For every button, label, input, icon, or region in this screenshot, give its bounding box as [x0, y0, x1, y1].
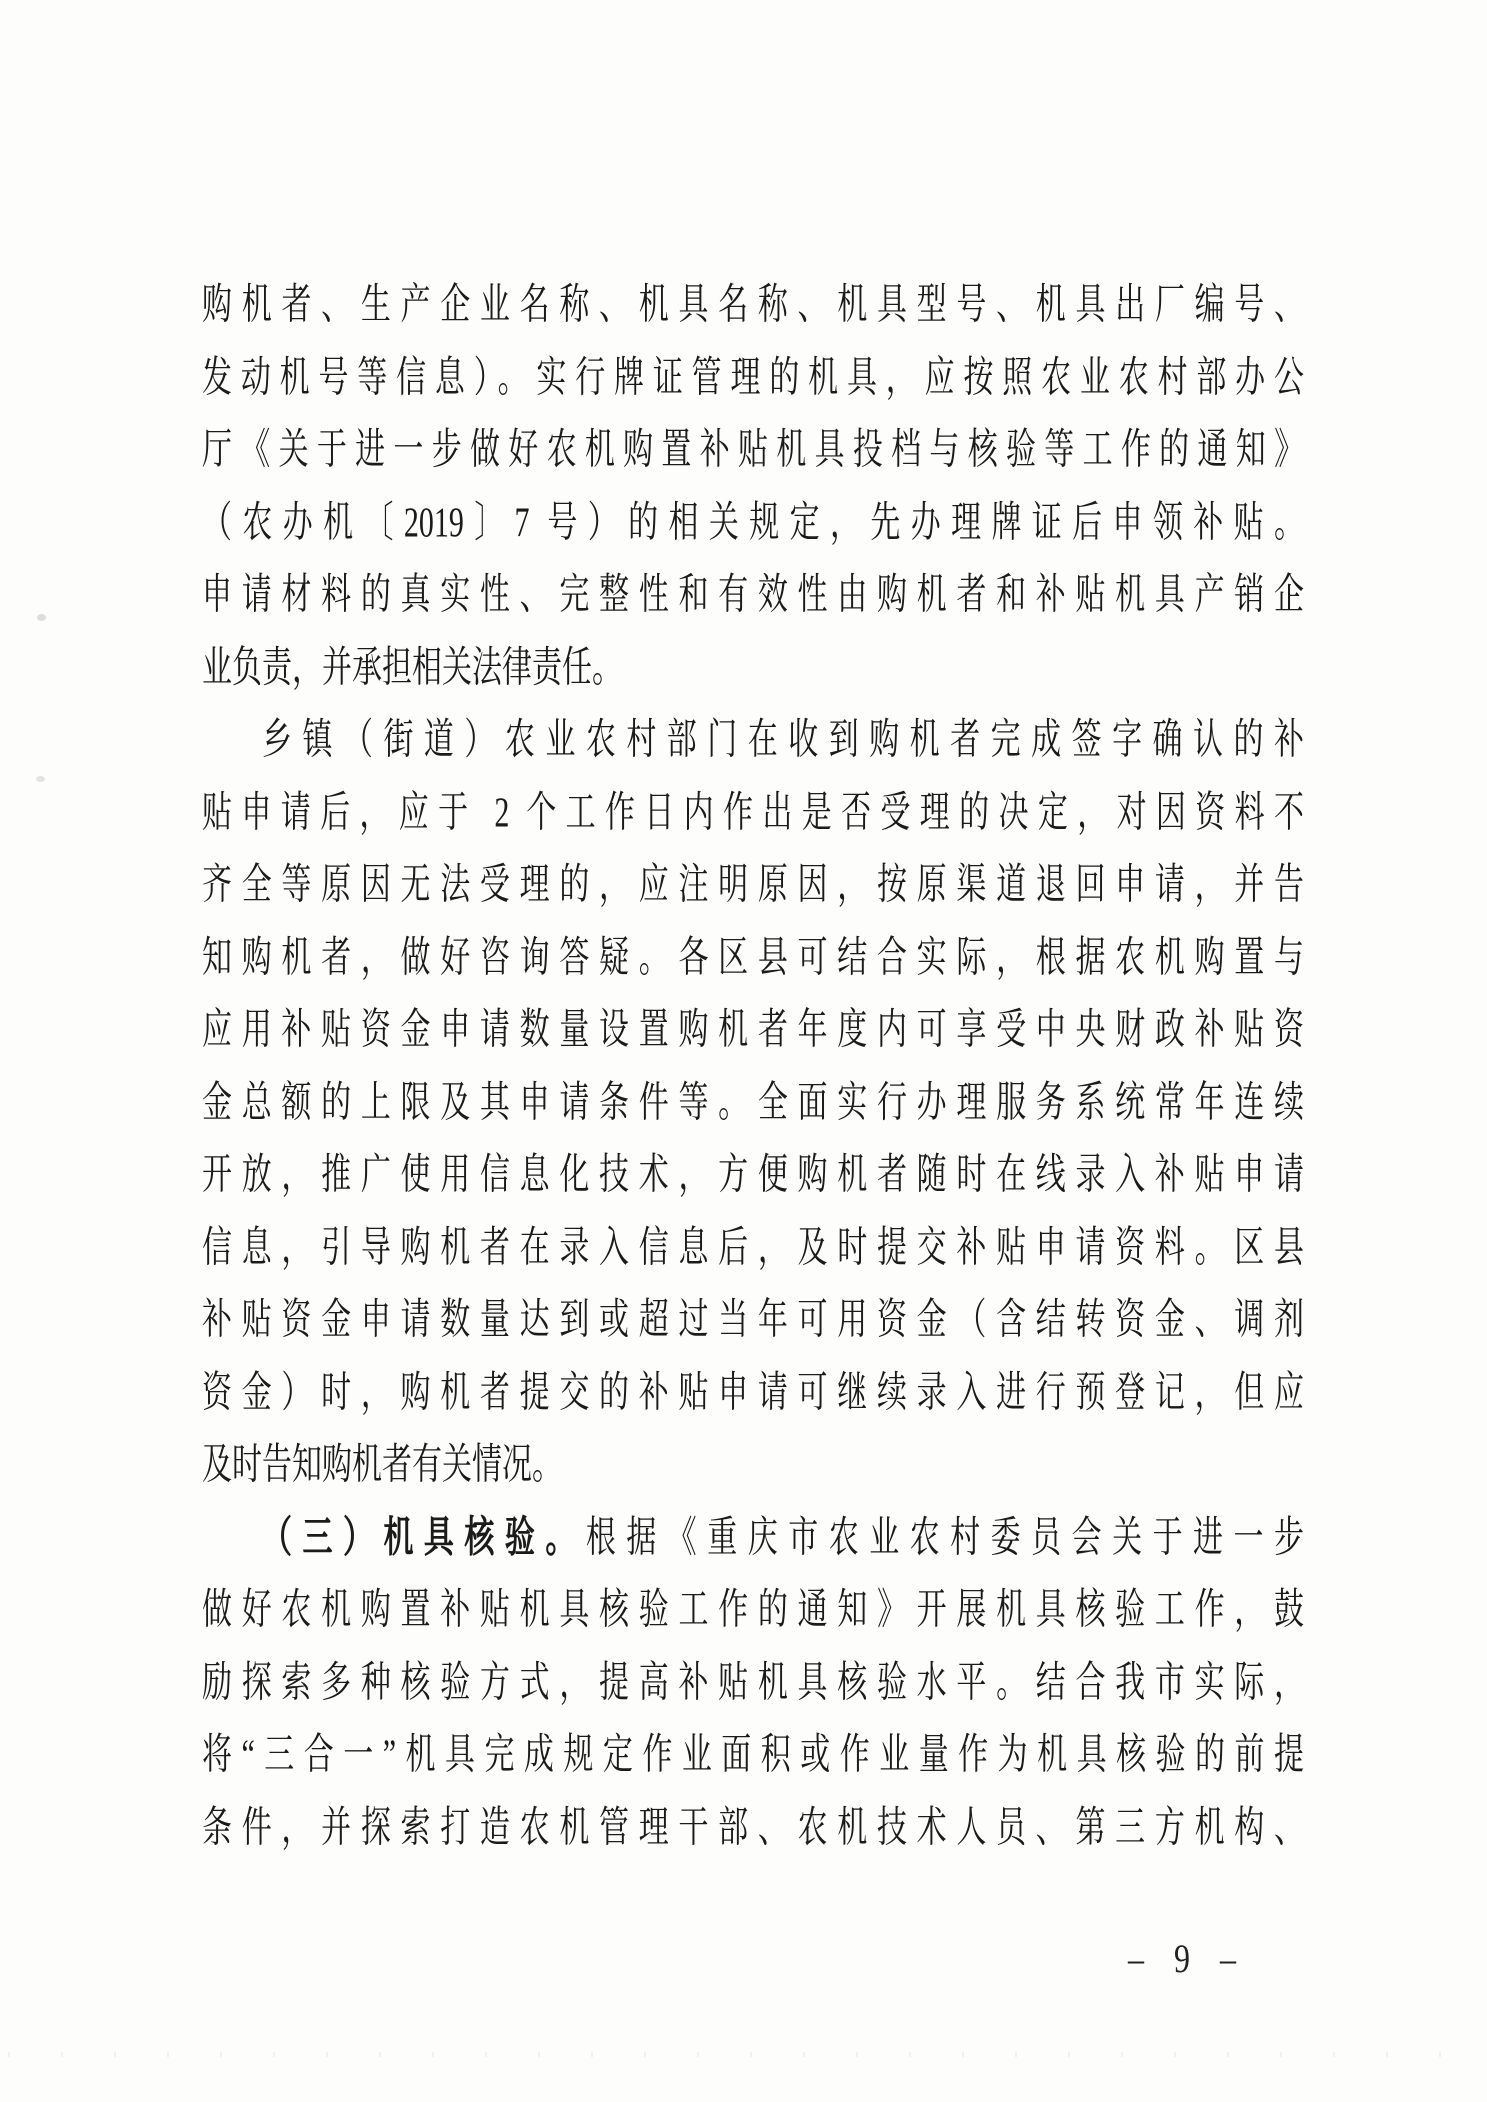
document-text-line: 应用补贴资金申请数量设置购机者年度内可享受中央财政补贴资: [202, 1006, 1304, 1054]
text-block: [202, 270, 1304, 1865]
document-text-line: 贴申请后，应于 2 个工作日内作出是否受理的决定，对因资料不: [202, 789, 1304, 837]
scan-speck: [37, 614, 46, 621]
document-text-line: 做好农机购置补贴机具核验工作的通知》开展机具核验工作，鼓: [202, 1586, 1304, 1634]
document-text-line: 及时告知购机者有关情况。: [202, 1441, 562, 1489]
document-text-line: 将“三合一”机具完成规定作业面积或作业量作为机具核验的前提: [202, 1731, 1304, 1779]
scan-noise-row: [8, 2052, 1478, 2057]
document-text-line: 知购机者，做好咨询答疑。各区县可结合实际，根据农机购置与: [202, 934, 1304, 982]
document-text-line: 励探索多种核验方式，提高补贴机具核验水平。结合我市实际，: [202, 1659, 1304, 1707]
line-text: 根据《重庆市农业农村委员会关于进一步: [585, 1514, 1305, 1562]
document-text-line: （农办机〔2019〕7 号）的相关规定，先办理牌证后申领补贴。: [202, 499, 1304, 547]
document-text-line: 厅《关于进一步做好农机购置补贴机具投档与核验等工作的通知》: [202, 426, 1304, 474]
document-text-line: 金总额的上限及其申请条件等。全面实行办理服务系统常年连续: [202, 1079, 1304, 1127]
document-text-line: 发动机号等信息）。实行牌证管理的机具，应按照农业农村部办公: [202, 354, 1304, 402]
document-text-line: 信息，引导购机者在录入信息后，及时提交补贴申请资料。区县: [202, 1224, 1304, 1272]
document-text-line: 开放，推广使用信息化技术，方便购机者随时在线录入补贴申请: [202, 1151, 1304, 1199]
document-text-line: 购机者、生产企业名称、机具名称、机具型号、机具出厂编号、: [202, 281, 1304, 329]
document-text-line: 乡镇（街道）农业农村部门在收到购机者完成签字确认的补: [262, 716, 1304, 764]
page-number: – 9 –: [1128, 1935, 1246, 1981]
document-text-line: 资金）时，购机者提交的补贴申请可继续录入进行预登记，但应: [202, 1369, 1304, 1417]
document-text-line: 补贴资金申请数量达到或超过当年可用资金（含结转资金、调剂: [202, 1296, 1304, 1344]
document-text-line: 条件，并探索打造农机管理干部、农机技术人员、第三方机构、: [202, 1804, 1304, 1852]
run-in-heading: （三）机具核验。: [262, 1514, 586, 1562]
document-text-line: 申请材料的真实性、完整性和有效性由购机者和补贴机具产销企: [202, 571, 1304, 619]
document-text-line: 业负责，并承担相关法律责任。: [202, 644, 622, 692]
document-text-line: 齐全等原因无法受理的，应注明原因，按原渠道退回申请，并告: [202, 861, 1304, 909]
scan-speck: [36, 776, 45, 782]
